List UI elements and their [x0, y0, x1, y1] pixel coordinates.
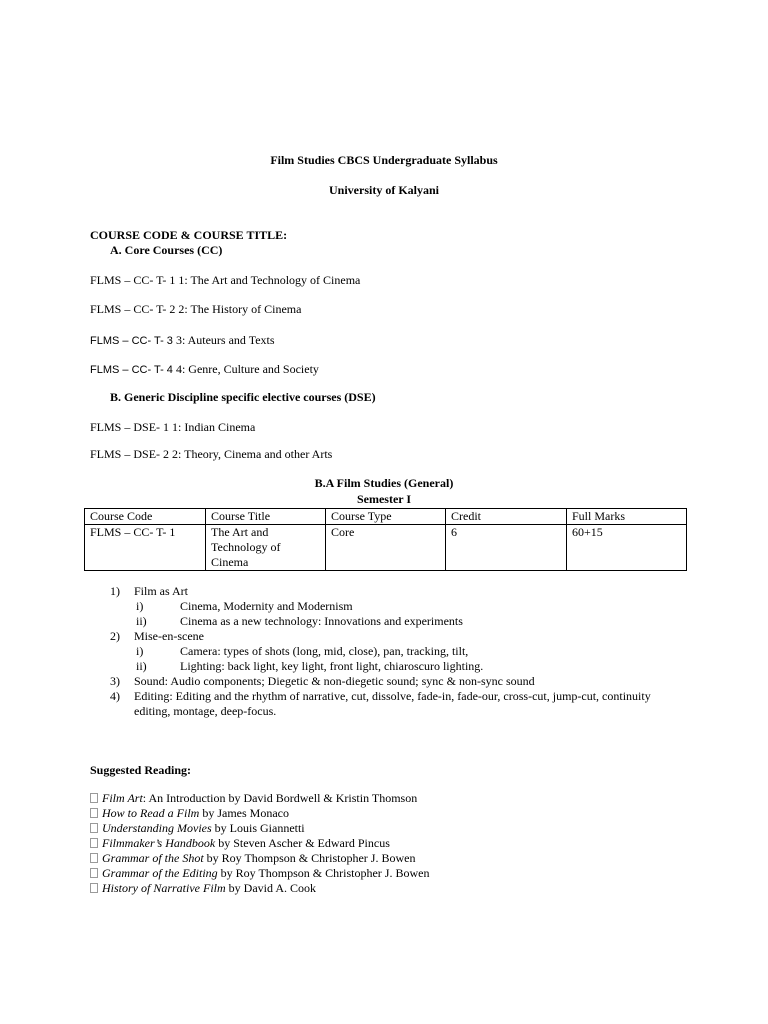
semester-subtitle: Semester I — [356, 492, 412, 506]
course-name: 1: Indian Cinema — [169, 420, 256, 434]
course-code: FLMS – DSE- 2 — [90, 447, 170, 461]
dse-course-item — [90, 420, 255, 435]
book-author: by James Monaco — [199, 806, 289, 820]
title-line: The Art and — [211, 525, 269, 539]
core-course-item — [90, 333, 275, 349]
syllabus-topic — [110, 689, 651, 704]
table-header-row — [85, 509, 687, 525]
book-author: by Roy Thompson & Christopher J. Bowen — [217, 866, 430, 880]
bullet-box-icon — [90, 883, 98, 893]
syllabus-topic — [110, 584, 188, 599]
subtopic-text: Camera: types of shots (long, mid, close), pan, tracking, tilt, — [180, 644, 469, 658]
university-name: University of Kalyani — [329, 183, 439, 197]
topic-text: Mise-en-scene — [134, 629, 204, 643]
table-cell-title — [206, 525, 326, 571]
topic-number: 3) — [110, 674, 120, 688]
table-header-cell: Course Title — [206, 509, 326, 525]
table-cell-code: FLMS – CC- T- 1 — [85, 525, 206, 571]
subtopic-number: ii) — [136, 614, 147, 628]
title-line: Technology of — [211, 540, 281, 554]
book-title: How to Read a Film — [102, 806, 200, 820]
subtopic-number: i) — [136, 599, 144, 613]
table-header-cell: Course Code — [85, 509, 206, 525]
syllabus-topic — [110, 674, 535, 689]
core-course-item — [90, 273, 360, 288]
reading-item — [90, 866, 429, 881]
book-author: by David A. Cook — [225, 881, 317, 895]
dse-course-item — [90, 447, 332, 462]
table-header-cell: Course Type — [326, 509, 446, 525]
course-code: FLMS – CC- T- 3 — [90, 335, 173, 347]
syllabus-topic-continuation: editing, montage, deep-focus. — [134, 704, 277, 718]
book-title: Filmmaker’s Handbook — [102, 836, 216, 850]
book-title: Understanding Movies — [102, 821, 212, 835]
topic-number: 2) — [110, 629, 120, 643]
table-cell-marks: 60+15 — [567, 525, 687, 571]
course-name: 2: The History of Cinema — [175, 302, 302, 316]
subtopic-text: Lighting: back light, key light, front light, chiaroscuro lighting. — [180, 659, 484, 673]
book-author: : An Introduction by David Bordwell & Kristin Thomson — [142, 791, 418, 805]
book-title: Film Art — [102, 791, 143, 805]
core-courses-heading: A. Core Courses (CC) — [110, 243, 223, 257]
reading-item — [90, 836, 390, 851]
document-title: Film Studies CBCS Undergraduate Syllabus — [270, 153, 498, 167]
syllabus-topic — [110, 629, 204, 644]
subtopic-number: ii) — [136, 659, 147, 673]
syllabus-subtopic — [136, 614, 463, 629]
topic-text: Sound: Audio components; Diegetic & non-diegetic sound; sync & non-sync sound — [134, 674, 535, 688]
book-title: History of Narrative Film — [102, 881, 226, 895]
book-title: Grammar of the Editing — [102, 866, 218, 880]
topic-number: 1) — [110, 584, 120, 598]
bullet-box-icon — [90, 808, 98, 818]
subtopic-number: i) — [136, 644, 144, 658]
book-author: by Roy Thompson & Christopher J. Bowen — [203, 851, 416, 865]
bullet-box-icon — [90, 838, 98, 848]
core-course-item — [90, 302, 301, 317]
topic-text: Film as Art — [134, 584, 189, 598]
semester-title: B.A Film Studies (General) — [314, 476, 454, 490]
course-name: 1: The Art and Technology of Cinema — [175, 273, 361, 287]
subtopic-text: Cinema as a new technology: Innovations and experiments — [180, 614, 463, 628]
core-course-item — [90, 362, 319, 378]
bullet-box-icon — [90, 793, 98, 803]
reading-item — [90, 881, 316, 896]
dse-heading: B. Generic Discipline specific elective courses (DSE) — [110, 390, 376, 404]
reading-item — [90, 806, 289, 821]
book-title: Grammar of the Shot — [102, 851, 204, 865]
reading-item — [90, 851, 415, 866]
course-code: FLMS – CC- T- 4 — [90, 364, 173, 376]
topic-number: 4) — [110, 689, 120, 703]
course-code: FLMS – CC- T- 1 — [90, 273, 176, 287]
book-author: by Steven Ascher & Edward Pincus — [215, 836, 390, 850]
topic-text: Editing: Editing and the rhythm of narrative, cut, dissolve, fade-in, fade-our, cross-cut, jump-cut, continuity — [134, 689, 651, 703]
bullet-box-icon — [90, 868, 98, 878]
reading-item — [90, 821, 305, 836]
table-header-cell: Credit — [446, 509, 567, 525]
syllabus-subtopic — [136, 599, 353, 614]
semester-table — [84, 508, 687, 571]
table-cell-credit: 6 — [446, 525, 567, 571]
table-cell-type: Core — [326, 525, 446, 571]
section-heading: COURSE CODE & COURSE TITLE: — [90, 228, 288, 242]
course-code: FLMS – CC- T- 2 — [90, 302, 176, 316]
table-row — [85, 525, 687, 571]
book-author: by Louis Giannetti — [211, 821, 305, 835]
reading-item — [90, 791, 417, 806]
syllabus-subtopic — [136, 644, 468, 659]
course-code: FLMS – DSE- 1 — [90, 420, 170, 434]
title-line: Cinema — [211, 555, 249, 569]
table-header-cell: Full Marks — [567, 509, 687, 525]
course-name: 4: Genre, Culture and Society — [172, 362, 319, 376]
subtopic-text: Cinema, Modernity and Modernism — [180, 599, 353, 613]
course-name: 3: Auteurs and Texts — [172, 333, 275, 347]
suggested-reading-heading: Suggested Reading: — [90, 763, 192, 777]
syllabus-subtopic — [136, 659, 483, 674]
bullet-box-icon — [90, 853, 98, 863]
course-name: 2: Theory, Cinema and other Arts — [169, 447, 333, 461]
bullet-box-icon — [90, 823, 98, 833]
